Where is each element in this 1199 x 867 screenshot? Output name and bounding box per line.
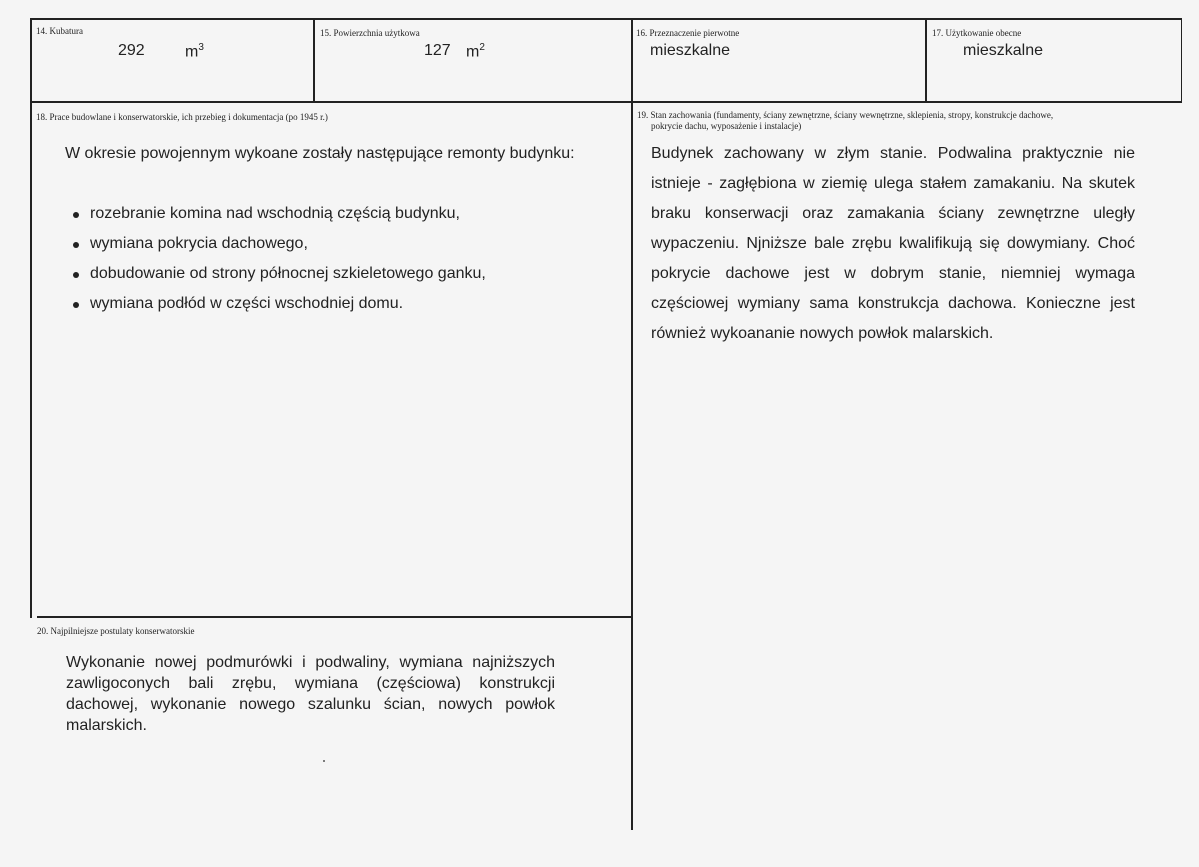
field-14-unit [185, 42, 204, 61]
field-15-unit-base: m [466, 43, 480, 61]
field-16-label: 16. Przeznaczenie pierwotne [636, 28, 740, 38]
list-item: wymiana podłód w części wschodniej domu. [65, 289, 625, 319]
field-17-value: mieszkalne [963, 42, 1044, 59]
field-15-label: 15. Powierzchnia użytkowa [320, 28, 420, 38]
left-border-line [30, 18, 32, 618]
list-item: dobudowanie od strony północnej szkieletowego ganku, [65, 259, 625, 289]
field-14-unit-base: m [185, 43, 199, 61]
field-15-value: 127 [424, 42, 451, 59]
field-15-unit-sup: 2 [479, 42, 485, 53]
field-18-list [65, 199, 625, 319]
field-20-text: Wykonanie nowej podmurówki i podwaliny, wymiana najniższych zawligoconych bali zrębu, wymiana (częściowa) konstrukcji dachowej, wykonanie nowego szalunku ścian, nowych powłok malarskich. [66, 654, 555, 734]
field-14-value: 292 [118, 42, 145, 59]
field-19-label-line1: 19. Stan zachowania (fundamenty, ściany zewnętrzne, ściany wewnętrzne, sklepienia, stropy, konstrukcje dachowe, [637, 110, 1054, 120]
right-edge-line [1181, 18, 1182, 102]
field-20-label: 20. Najpilniejsze postulaty konserwatorskie [37, 626, 195, 636]
field-15-unit [466, 42, 485, 61]
field-19-label-line2: pokrycie dachu, wyposażenie i instalacje) [651, 121, 802, 131]
field-14-label: 14. Kubatura [36, 26, 83, 36]
field-14-unit-sup: 3 [198, 42, 204, 53]
field-16-value: mieszkalne [650, 42, 731, 59]
divider-15-16 [631, 18, 633, 830]
scan-speck [323, 760, 325, 762]
divider-14-15 [313, 18, 315, 102]
field-17-label: 17. Użytkowanie obecne [932, 28, 1022, 38]
top-border-line [30, 18, 1182, 20]
divider-18-20 [37, 616, 633, 618]
list-item: wymiana pokrycia dachowego, [65, 229, 625, 259]
field-18-intro: W okresie powojennym wykoane zostały następujące remonty budynku: [65, 145, 575, 162]
divider-16-17 [925, 18, 927, 102]
list-item: rozebranie komina nad wschodnią częścią budynku, [65, 199, 625, 229]
field-18-label: 18. Prace budowlane i konserwatorskie, ich przebieg i dokumentacja (po 1945 r.) [36, 112, 328, 122]
field-19-text: Budynek zachowany w złym stanie. Podwalina praktycznie nie istnieje - zagłębiona w ziemię ulega stałem zamakaniu. Na skutek braku konserwacji oraz zamakania ściany zewnętrzne uległy wypaczeniu. Njniższe bale zrębu kwalifikują się dowymiany. Choć pokrycie dachowe jest w dobrym stanie, niemniej wymaga częściowej wymiany sama konstrukcja dachowa. Konieczne jest również wykoananie nowych powłok malarskich. [651, 145, 1135, 342]
row-divider-line [30, 101, 1182, 103]
